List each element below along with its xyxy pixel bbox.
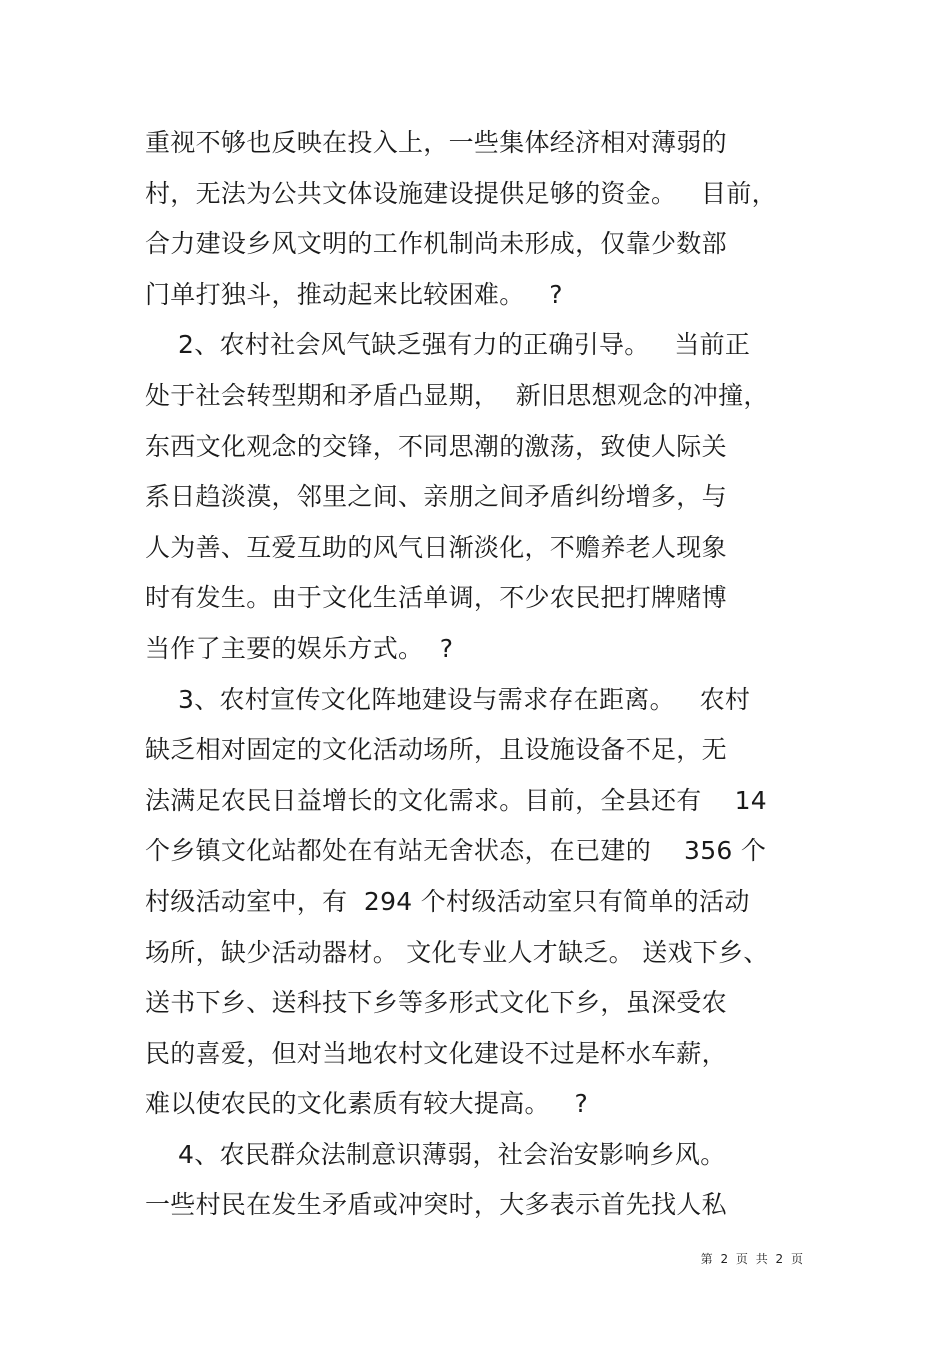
text-line: 场所，缺少活动器材。 文化专业人才缺乏。 送戏下乡、 [145, 937, 769, 967]
text-line: 2、农村社会风气缺乏强有力的正确引导。 当前正 [145, 330, 751, 360]
text-line: 村级活动室中，有 294 个村级活动室只有简单的活动 [145, 886, 750, 916]
text-line: 缺乏相对固定的文化活动场所，且设施设备不足，无 [145, 735, 727, 765]
text-line: 法满足农民日益增长的文化需求。目前，全县还有 14 [145, 785, 768, 815]
text-line: 处于社会转型期和矛盾凸显期， 新旧思想观念的冲撞， [145, 380, 769, 410]
text-line: 系日趋淡漠，邻里之间、亲朋之间矛盾纠纷增多，与 [145, 482, 727, 512]
text-line: 重视不够也反映在投入上，一些集体经济相对薄弱的 [145, 128, 727, 157]
text-line: 门单打独斗，推动起来比较困难。 ? [145, 279, 563, 309]
text-line: 时有发生。由于文化生活单调，不少农民把打牌赌博 [145, 583, 727, 613]
text-line: 民的喜爱，但对当地农村文化建设不过是杯水车薪， [145, 1038, 727, 1068]
text-line: 送书下乡、送科技下乡等多形式文化下乡，虽深受农 [145, 988, 727, 1018]
text-line: 一些村民在发生矛盾或冲突时，大多表示首先找人私 [145, 1190, 727, 1220]
text-line: 人为善、互爱互助的风气日渐淡化，不赡养老人现象 [145, 532, 727, 562]
text-line: 当作了主要的娱乐方式。 ? [145, 633, 454, 663]
text-line: 4、农民群众法制意识薄弱，社会治安影响乡风。 [145, 1139, 726, 1169]
text-line: 难以使农民的文化素质有较大提高。 ? [145, 1089, 589, 1119]
page-number-footer: 第 2 页 共 2 页 [700, 1252, 805, 1266]
text-line: 个乡镇文化站都处在有站无舍状态，在已建的 356 个 [145, 836, 767, 866]
text-line: 村，无法为公共文体设施建设提供足够的资金。 目前， [145, 178, 777, 208]
text-line: 东西文化观念的交锋，不同思潮的激荡，致使人际关 [145, 431, 727, 461]
text-line: 3、农村宣传文化阵地建设与需求存在距离。 农村 [145, 684, 751, 714]
body-text [145, 118, 825, 1231]
text-line: 合力建设乡风文明的工作机制尚未形成，仅靠少数部 [145, 229, 727, 259]
